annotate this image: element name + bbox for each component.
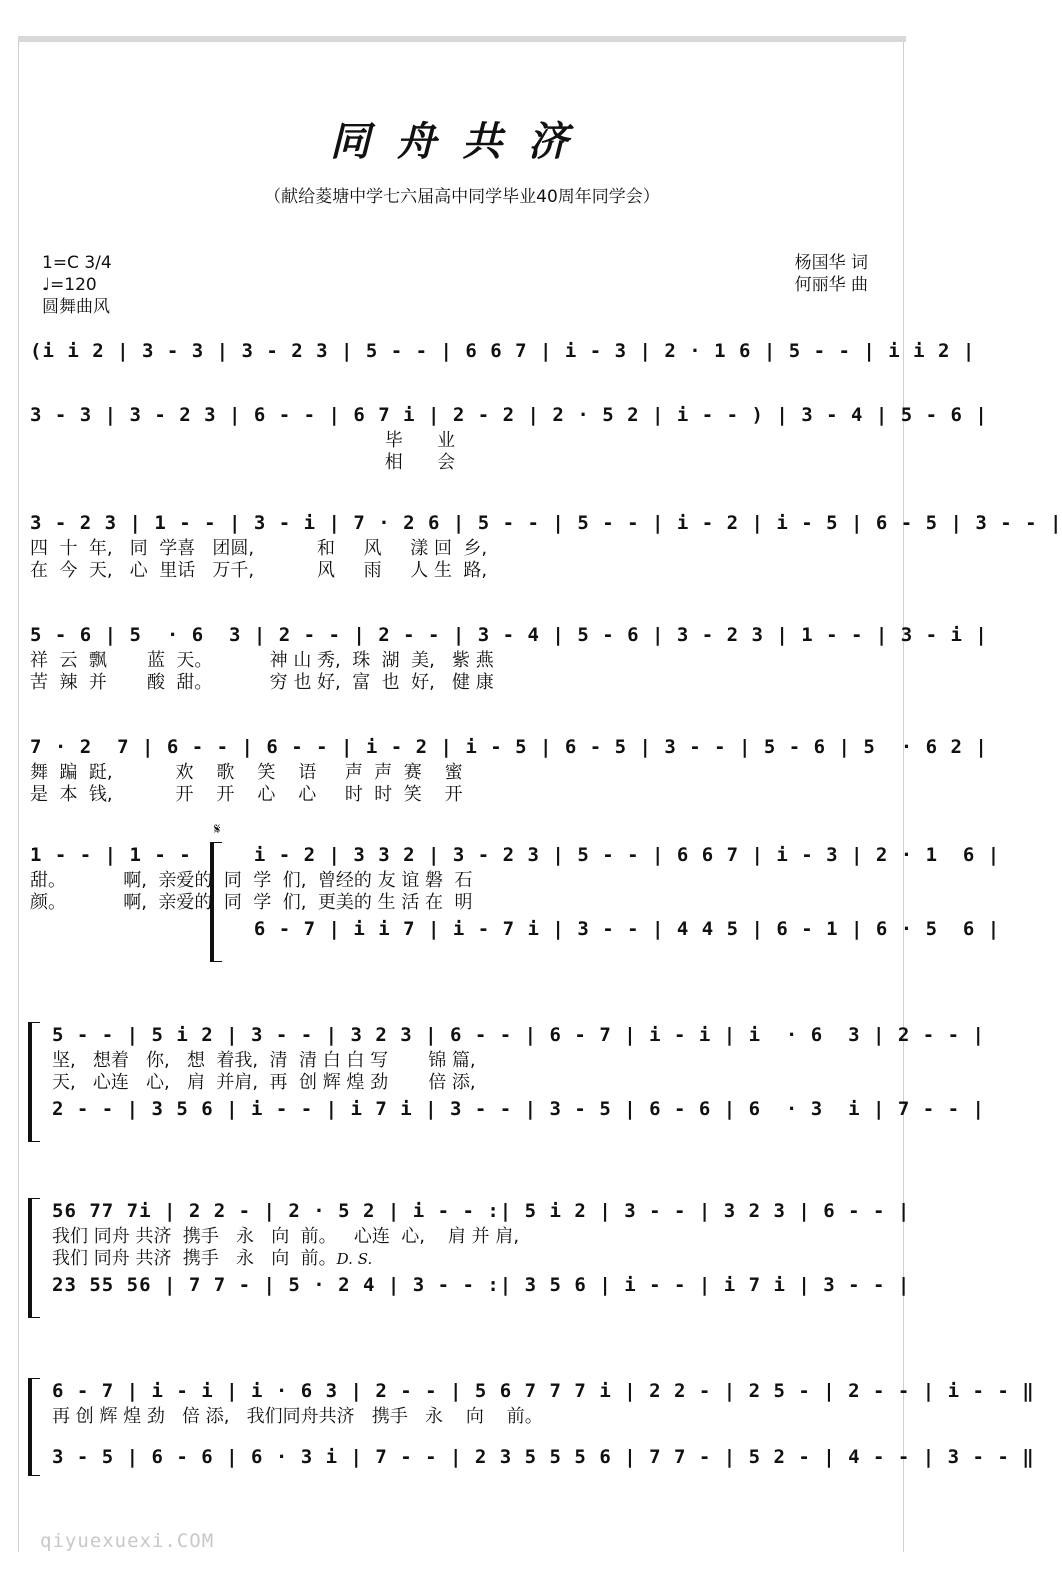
lyric-line-1: 坚, 想着 你, 想 着我, 清 清 白 白 写 锦 篇, [52,1050,476,1071]
voice-bracket [28,1378,40,1476]
lyric-line-2: 颜。 啊, 亲爱的 同 学 们, 更美的 生 活 在 明 [30,892,473,913]
composer-credit: 何丽华 曲 [794,275,868,295]
lyric-line-2 [52,1248,872,1270]
notation-line: 3 - 3 | 3 - 2 3 | 6 - - | 6 7 i | 2 - 2 | 2 · 5 2 | i - - ) | 3 - 4 | 5 - 6 | [30,404,988,426]
voice-bracket [28,1198,40,1318]
lyric-line-2: 苦 辣 并 酸 甜。 穷 也 好, 富 也 好, 健 康 [30,672,494,693]
lyric-line-1: 舞 蹁 跹, 欢 歌 笑 语 声 声 赛 蜜 [30,762,463,783]
lyric-line-2: 是 本 钱, 开 开 心 心 时 时 笑 开 [30,784,463,805]
notation-line-lower: 2 - - | 3 5 6 | i - - | i 7 i | 3 - - | 3 - 5 | 6 - 6 | 6 · 3 i | 7 - - | [52,1098,985,1120]
score-system-2 [30,400,988,474]
lyric-line-1: 毕 业 [30,430,456,451]
score-system-9 [52,1376,1035,1472]
style-marking: 圆舞曲风 [42,297,110,317]
lyric-text: 我们 同舟 共济 携手 永 向 前。 [52,1248,337,1269]
score-system-4 [30,620,988,694]
score-system-8 [52,1196,911,1300]
song-meta-left [42,252,112,318]
segno-sign: 𝄋 [214,820,221,838]
site-watermark: qiyuexuexi.COM [40,1530,215,1552]
score-system-5 [30,732,988,806]
lyric-line-1: 我们 同舟 共济 携手 永 向 前。 心连 心, 肩 并 肩, [52,1226,520,1247]
lyric-line-2: 相 会 [30,452,456,473]
lyric-line-2: 天, 心连 心, 肩 并肩, 再 创 辉 煌 劲 倍 添, [52,1072,476,1093]
notation-line-upper: 6 - 7 | i - i | i · 6 3 | 2 - - | 5 6 7 7 7 i | 2 2 - | 2 5 - | 2 - - | i - - ‖ [52,1380,1035,1402]
notation-line: (i i 2 | 3 - 3 | 3 - 2 3 | 5 - - | 6 6 7 | i - 3 | 2 · 1 6 | 5 - - | i i 2 | [30,340,976,362]
voice-bracket [28,1022,40,1142]
lyric-line-1: 祥 云 飘 蓝 天。 神 山 秀, 珠 湖 美, 紫 燕 [30,650,494,671]
lyric-line-2: 在 今 天, 心 里话 万千, 风 雨 人 生 路, [30,560,488,581]
notation-line-lower: 23 55 56 | 7 7 - | 5 · 2 4 | 3 - - :| 3 5 6 | i - - | i 7 i | 3 - - | [52,1274,911,1296]
song-title: 同舟共济 [330,118,594,165]
lyric-line-1: 甜。 啊, 亲爱的 同 学 们, 曾经的 友 谊 磐 石 [30,870,473,891]
notation-line-upper: 56 77 7i | 2 2 - | 2 · 5 2 | i - - :| 5 i 2 | 3 - - | 3 2 3 | 6 - - | [52,1200,911,1222]
score-system-1 [30,336,976,366]
notation-line: 3 - 2 3 | 1 - - | 3 - i | 7 · 2 6 | 5 - - | 5 - - | i - 2 | i - 5 | 6 - 5 | 3 - - | [30,512,1062,534]
lyricist-credit: 杨国华 词 [794,253,868,273]
notation-line-upper: 1 - - | 1 - - i - 2 | 3 3 2 | 3 - 2 3 | 5 - - | 6 6 7 | i - 3 | 2 · 1 6 | [30,844,1001,866]
notation-line-lower: 3 - 5 | 6 - 6 | 6 · 3 i | 7 - - | 2 3 5 5 5 6 | 7 7 - | 5 2 - | 4 - - | 3 - - ‖ [52,1446,1035,1468]
score-system-3 [30,508,1062,582]
notation-line-lower: 6 - 7 | i i 7 | i - 7 i | 3 - - | 4 4 5 | 6 - 1 | 6 · 5 6 | [30,918,1001,940]
song-subtitle: （献给菱塘中学七六届高中同学毕业40周年同学会） [264,187,660,207]
notation-line: 7 · 2 7 | 6 - - | 6 - - | i - 2 | i - 5 | 6 - 5 | 3 - - | 5 - 6 | 5 · 6 2 | [30,736,988,758]
score-system-6 [30,840,1001,944]
notation-line-upper: 5 - - | 5 i 2 | 3 - - | 3 2 3 | 6 - - | 6 - 7 | i - i | i · 6 3 | 2 - - | [52,1024,985,1046]
lyric-line-1: 再 创 辉 煌 劲 倍 添, 我们同舟共济 携手 永 向 前。 [52,1406,543,1427]
notation-line: 5 - 6 | 5 · 6 3 | 2 - - | 2 - - | 3 - 4 | 5 - 6 | 3 - 2 3 | 1 - - | 3 - i | [30,624,988,646]
dal-segno-mark: D. S. [336,1250,373,1268]
song-meta-right [795,252,868,296]
key-signature: 1=C 3/4 [42,253,112,273]
lyric-line-1: 四 十 年, 同 学喜 团圆, 和 风 漾 回 乡, [30,538,488,559]
score-system-7 [52,1020,985,1124]
tempo-marking: ♩=120 [42,275,97,295]
